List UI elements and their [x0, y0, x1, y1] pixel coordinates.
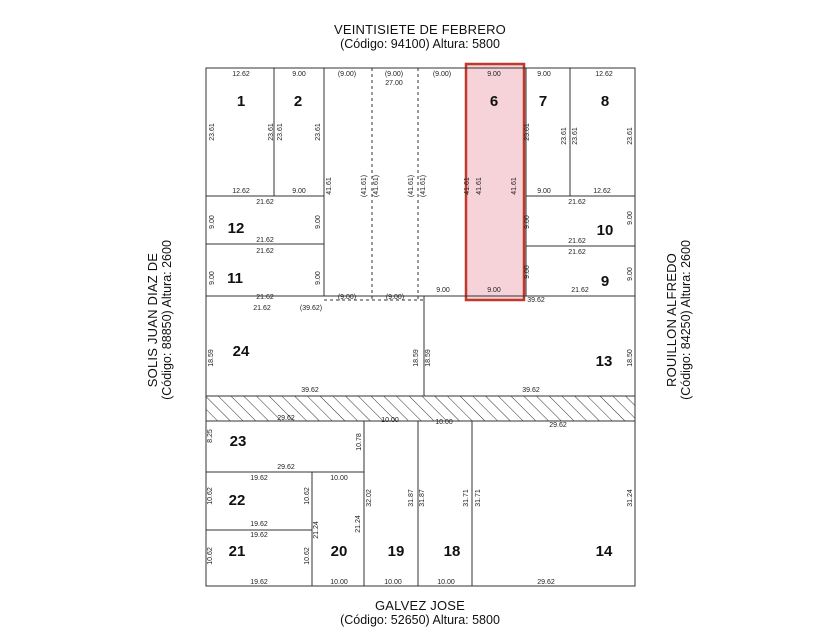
dimension: 31.71: [475, 489, 482, 507]
dimension: 9.00: [487, 287, 501, 294]
dimension: 10.62: [207, 547, 214, 565]
dimension: (41.61): [361, 174, 368, 198]
lot-number: 8: [600, 93, 610, 110]
lot-number: 6: [489, 93, 499, 110]
lot-number: 19: [387, 543, 405, 560]
dimension: 19.62: [250, 475, 268, 482]
street-code: (Código: 52650) Altura: 5800: [340, 613, 500, 627]
dimension: 32.02: [366, 489, 373, 507]
parcel-lines: [206, 68, 635, 586]
street-code: (Código: 84250) Altura: 2600: [679, 240, 693, 400]
dimension: 9.00: [524, 265, 531, 279]
lot-number: 9: [600, 273, 610, 290]
dimension: 9.00: [209, 215, 216, 229]
dimension: 41.61: [476, 177, 483, 195]
dimension: 18.50: [627, 349, 634, 367]
dimension: 21.62: [256, 199, 274, 206]
hatched-easement: [206, 396, 635, 421]
street-name: VEINTISIETE DE FEBRERO: [334, 22, 506, 37]
dimension: 31.24: [627, 489, 634, 507]
dimension: 9.00: [627, 211, 634, 225]
dimension: 19.62: [250, 532, 268, 539]
dimension: 29.62: [277, 464, 295, 471]
dimension: 10.00: [381, 417, 399, 424]
dimension: 18.59: [208, 349, 215, 367]
dimension: 21.62: [256, 294, 274, 301]
dimension: 21.62: [568, 238, 586, 245]
dimension: 18.59: [413, 349, 420, 367]
dimension: (41.61): [420, 174, 427, 198]
dimension: 9.00: [537, 71, 551, 78]
street-name: SOLIS JUAN DIAZ DE: [145, 252, 160, 388]
dimension: 21.62: [256, 237, 274, 244]
dimension: 10.78: [356, 433, 363, 451]
lot-number: 12: [227, 220, 245, 237]
dimension: 21.62: [568, 249, 586, 256]
dimension: 10.00: [330, 579, 348, 586]
dimension: 18.59: [425, 349, 432, 367]
dimension: (9.00): [385, 294, 405, 301]
street-code: (Código: 88850) Altura: 2600: [160, 240, 174, 400]
lot-number: 7: [538, 93, 548, 110]
dimension: 23.61: [209, 123, 216, 141]
street-name: GALVEZ JOSE: [374, 598, 466, 613]
dimension: 31.87: [419, 489, 426, 507]
lot-number: 24: [232, 343, 250, 360]
lot-number: 20: [330, 543, 348, 560]
dimension: 21.62: [571, 287, 589, 294]
dimension: 9.00: [524, 215, 531, 229]
dimension: 21.24: [355, 515, 362, 533]
dimension: 10.62: [304, 487, 311, 505]
dimension: 39.62: [527, 297, 545, 304]
dimension: 12.62: [593, 188, 611, 195]
dimension: 12.62: [232, 71, 250, 78]
lot-number: 14: [595, 543, 613, 560]
dimension: 31.87: [408, 489, 415, 507]
street-code: (Código: 94100) Altura: 5800: [340, 37, 500, 51]
dimension: 9.00: [487, 71, 501, 78]
dimension: 29.62: [277, 415, 295, 422]
dimension: 39.62: [301, 387, 319, 394]
dimension: 19.62: [250, 579, 268, 586]
dimension-labels: [229, 71, 613, 586]
dimension: 9.00: [209, 271, 216, 285]
dimension: 41.61: [511, 177, 518, 195]
lot-number: 1: [236, 93, 246, 110]
dimension: (39.62): [299, 305, 323, 312]
dimension: (9.00): [384, 71, 404, 78]
dimension: 9.00: [315, 215, 322, 229]
dimension: 12.62: [595, 71, 613, 78]
dimension: 10.00: [330, 475, 348, 482]
dimension: 21.62: [256, 248, 274, 255]
dimension: 8.25: [207, 429, 214, 443]
lot-number: 2: [293, 93, 303, 110]
dimension: 23.61: [572, 127, 579, 145]
lot-number: 10: [596, 222, 614, 239]
lot-number: 13: [595, 353, 613, 370]
dimension: 10.62: [207, 487, 214, 505]
dimension: 29.62: [549, 422, 567, 429]
lot-number: 21: [228, 543, 246, 560]
dimension: 9.00: [537, 188, 551, 195]
lot-number: 22: [228, 492, 246, 509]
dimension: 21.62: [568, 199, 586, 206]
dimension: (9.00): [432, 71, 452, 78]
lot-number: 11: [227, 270, 243, 287]
dimension: 19.62: [250, 521, 268, 528]
dimension: 41.61: [326, 177, 333, 195]
dimension: 10.00: [384, 579, 402, 586]
dimension: 21.24: [313, 521, 320, 539]
dimension: 9.00: [627, 267, 634, 281]
dimension: (41.61): [408, 174, 415, 198]
dimension: 23.61: [524, 123, 531, 141]
dimension: 31.71: [463, 489, 470, 507]
dimension: 9.00: [292, 71, 306, 78]
dimension: (9.00): [337, 71, 357, 78]
dimension: 10.00: [437, 579, 455, 586]
dimension: 29.62: [537, 579, 555, 586]
dimension: 27.00: [385, 80, 403, 87]
dimension: 21.62: [253, 305, 271, 312]
dimension: 12.62: [232, 188, 250, 195]
dimension: 41.61: [464, 177, 471, 195]
dimension: 39.62: [522, 387, 540, 394]
dimension: 9.00: [436, 287, 450, 294]
dimension: 23.61: [277, 123, 284, 141]
dimension: 9.00: [315, 271, 322, 285]
lot-number: 23: [229, 433, 247, 450]
dimension: (41.61): [373, 174, 380, 198]
lot-number: 18: [443, 543, 461, 560]
dimension: 23.61: [627, 127, 634, 145]
dimension: 10.62: [304, 547, 311, 565]
dimension: 10.00: [435, 419, 453, 426]
street-name: ROUILLON ALFREDO: [664, 253, 679, 387]
dimension: (9.00): [337, 294, 357, 301]
dimension: 23.61: [268, 123, 275, 141]
dimension: 9.00: [292, 188, 306, 195]
dimension: 23.61: [315, 123, 322, 141]
dimension: 23.61: [561, 127, 568, 145]
